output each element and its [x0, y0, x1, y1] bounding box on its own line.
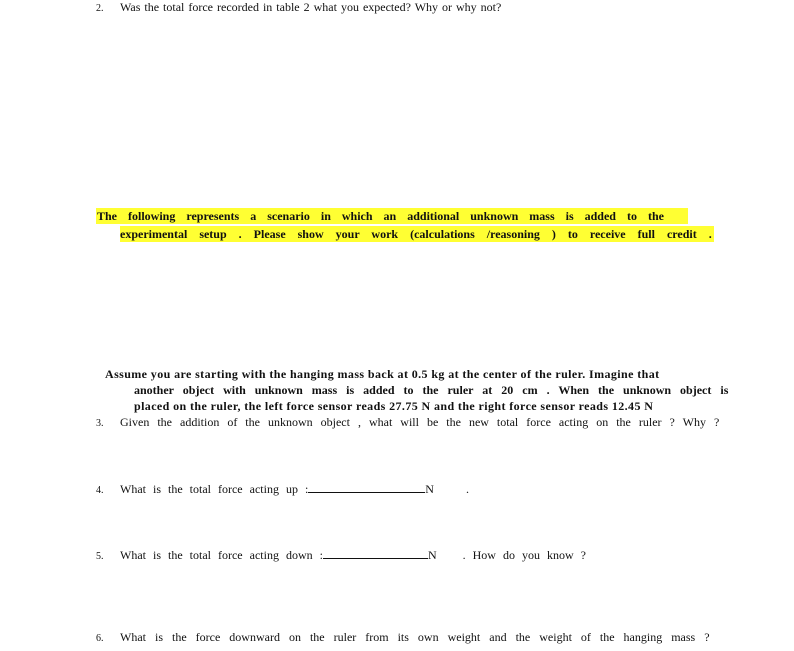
scenario-text-1: The following represents a scenario in which an additional unknown mass is added to the: [96, 208, 688, 224]
question-number: 3.: [96, 418, 104, 429]
scenario-line-2: [120, 225, 714, 243]
question-text: Given the addition of the unknown object , what will be the new total force acting on the ruler ? Why ?: [120, 415, 720, 429]
question-6: [96, 630, 710, 645]
answer-blank[interactable]: [308, 481, 425, 493]
question-4: [96, 481, 469, 497]
question-number: 5.: [96, 551, 104, 562]
assume-line-1: Assume you are starting with the hanging mass back at 0.5 kg at the center of the ruler. Imagine that: [105, 367, 660, 381]
question-text: What is the force downward on the ruler from its own weight and the weight of the hanging mass ?: [120, 630, 710, 644]
question-3: [96, 415, 719, 430]
question-suffix: . How do you know ?: [462, 548, 586, 562]
scenario-line-1: [96, 207, 688, 225]
question-text: What is the total force acting up :: [120, 482, 309, 496]
question-text: Was the total force recorded in table 2 what you expected? Why or why not?: [120, 0, 502, 14]
question-suffix: .: [465, 482, 469, 496]
answer-blank[interactable]: [323, 547, 428, 559]
question-2: [96, 0, 501, 15]
question-text: What is the total force acting down :: [120, 548, 323, 562]
question-number: 2.: [96, 3, 104, 14]
scenario-text-2: experimental setup . Please show your work (calculations /reasoning ) to receive full credit .: [120, 227, 712, 241]
assume-line-3: placed on the ruler, the left force sensor reads 27.75 N and the right force sensor reads 12.45 N: [134, 399, 654, 413]
unit-label: N: [425, 482, 434, 496]
question-5: [96, 547, 586, 563]
assume-line-2: another object with unknown mass is added to the ruler at 20 cm . When the unknown object is: [134, 383, 729, 397]
unit-label: N: [427, 548, 437, 562]
question-number: 4.: [96, 485, 104, 496]
question-number: 6.: [96, 633, 104, 644]
